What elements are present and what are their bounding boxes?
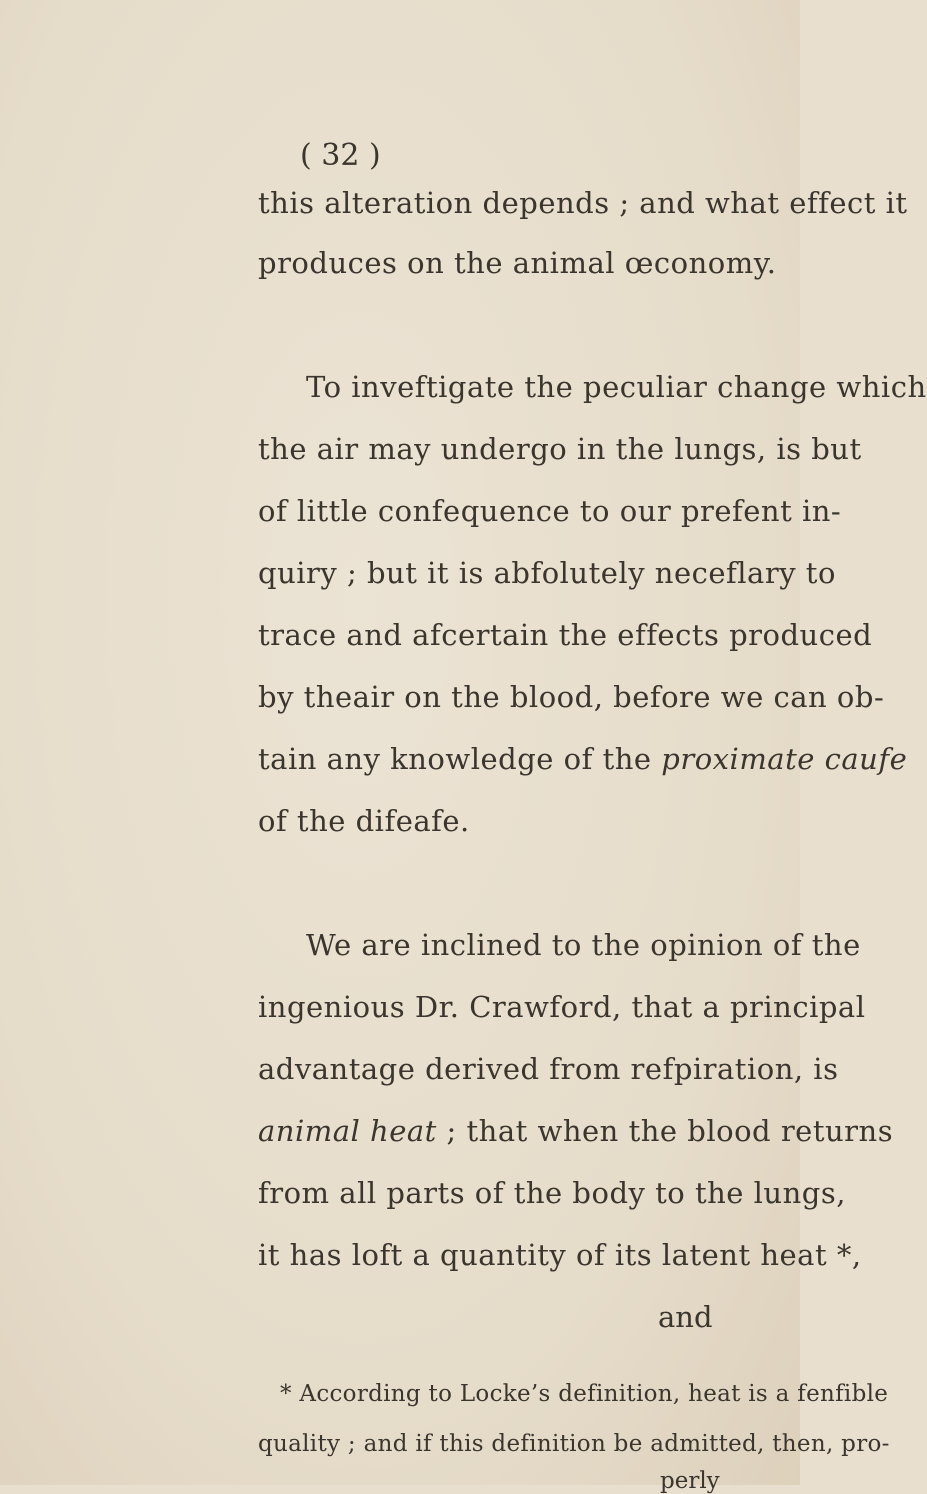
catchword: and [658,1300,713,1334]
text-line-1: this alteration depends ; and what effect it [258,186,908,220]
footnote-catchword: perly [660,1468,720,1494]
text-line-5: of little confequence to our prefent in- [258,494,842,528]
text-line-11: We are inclined to the opinion of the [306,928,861,962]
footnote-line-1: * According to Locke’s definition, heat is a fenfible [280,1381,889,1407]
text-line-15: from all parts of the body to the lungs, [258,1176,846,1210]
text-line-3: To inveftigate the peculiar change which [306,370,927,404]
text-line-14-roman: ; that when the blood returns [436,1114,894,1148]
text-line-4: the air may undergo in the lungs, is but [258,432,862,466]
text-line-8: by theair on the blood, before we can ob- [258,680,885,714]
footnote-line-2: quality ; and if this definition be admitted, then, pro- [258,1431,890,1457]
text-line-13: advantage derived from refpiration, is [258,1052,839,1086]
text-line-14 [258,1114,893,1148]
text-line-16: it has loft a quantity of its latent heat *, [258,1238,862,1272]
text-line-2: produces on the animal œconomy. [258,246,777,280]
italic-animal-heat: animal heat [258,1114,437,1148]
text-line-6: quiry ; but it is abfolutely neceflary to [258,556,836,590]
page-number: ( 32 ) [300,138,381,173]
text-line-9-roman: tain any knowledge of the [258,742,662,776]
text-line-10: of the difeafe. [258,804,470,838]
italic-proximate-caufe: proximate caufe [661,742,908,776]
text-line-7: trace and afcertain the effects produced [258,618,873,652]
text-line-9 [258,742,907,776]
text-line-12: ingenious Dr. Crawford, that a principal [258,990,866,1024]
